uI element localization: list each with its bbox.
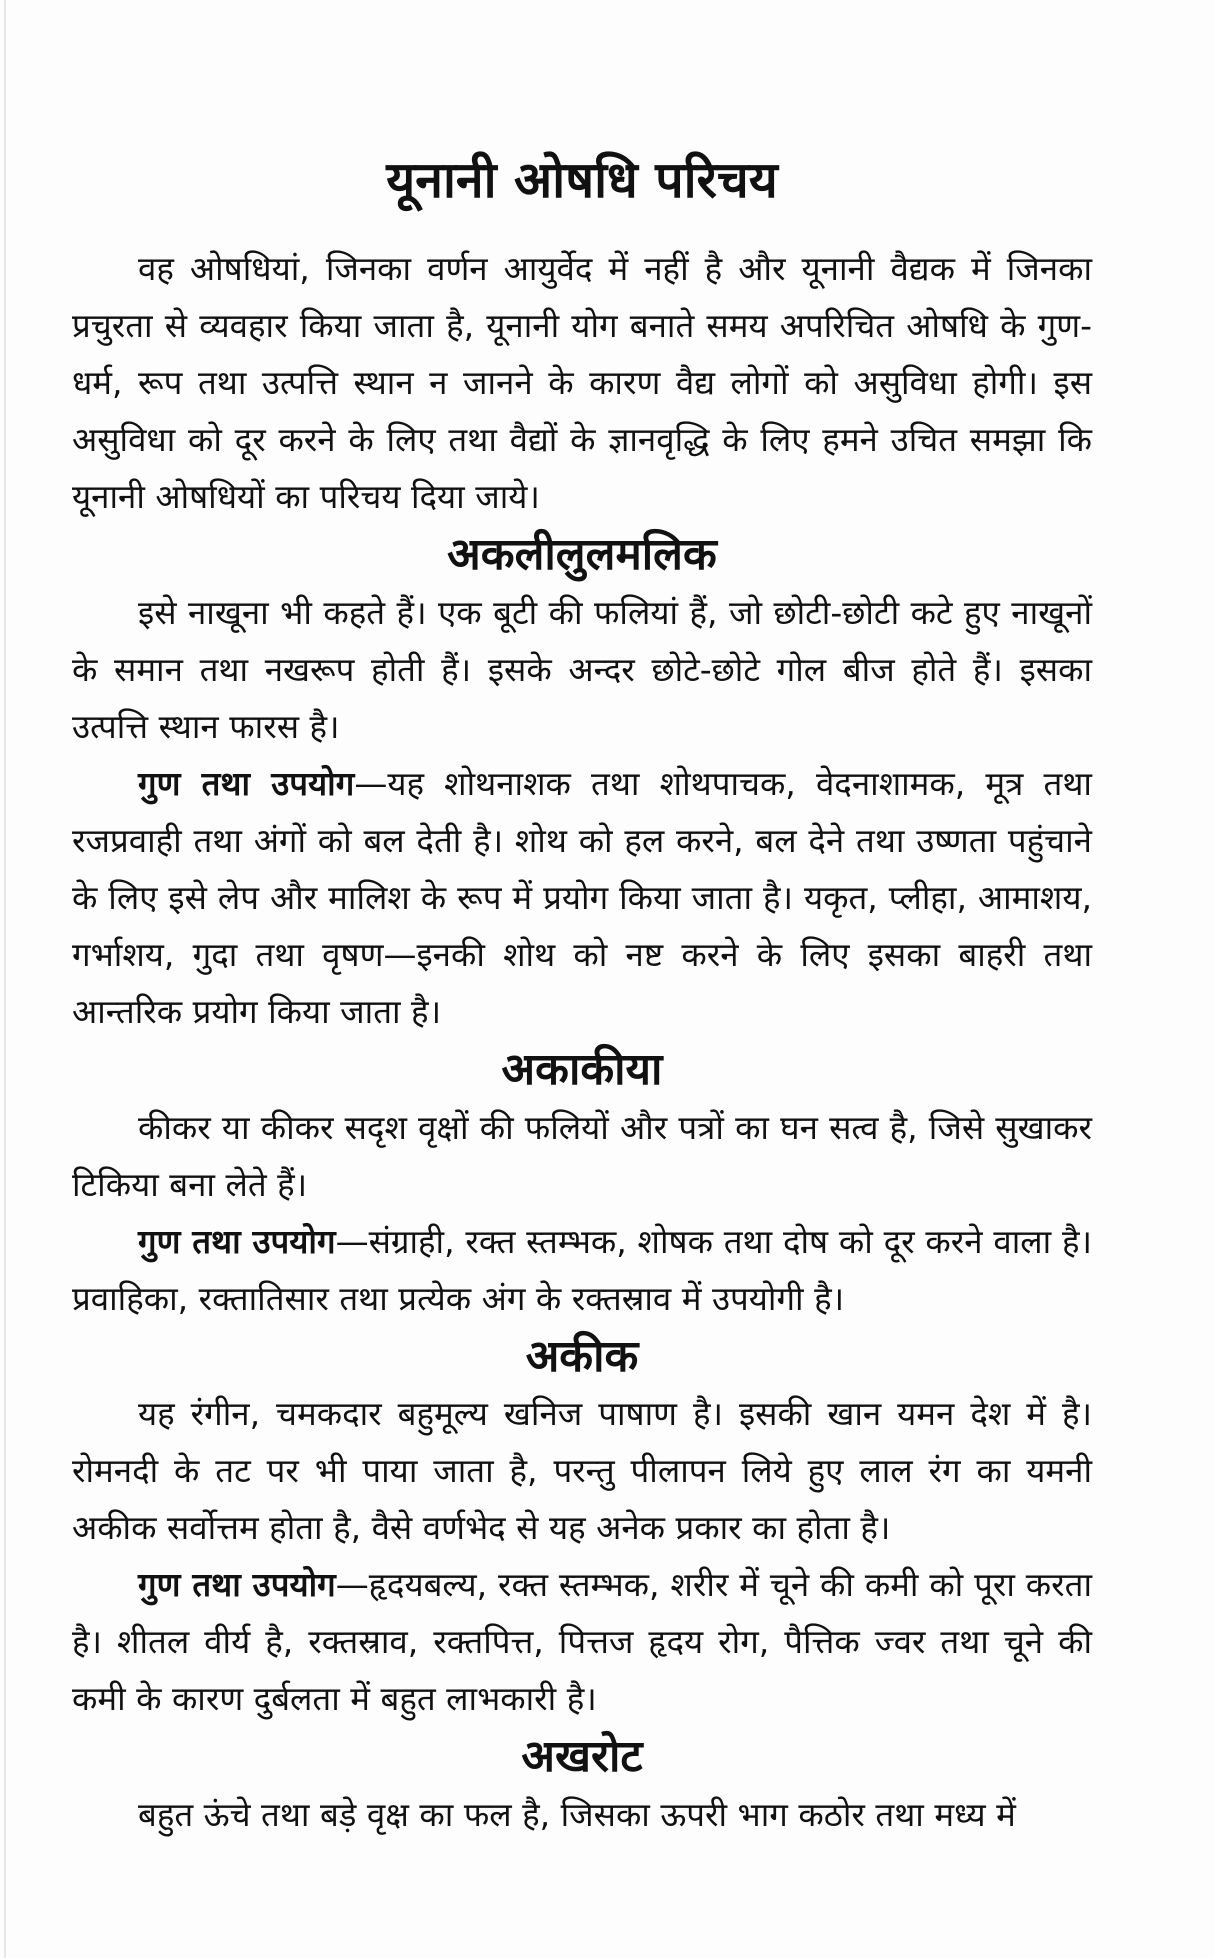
page-edge <box>4 0 6 1958</box>
page-title: यूनानी ओषधि परिचय <box>386 151 778 209</box>
uses-label: गुण तथा उपयोग <box>138 1221 336 1261</box>
section-uses <box>72 1556 1092 1727</box>
uses-text: —संग्राही, रक्त स्तम्भक, शोषक तथा दोष को दूर करने वाला है। प्रवाहिका, रक्तातिसार तथा प्रत्येक अंग के रक्तस्राव में उपयोगी है। <box>72 1221 1092 1318</box>
uses-label: गुण तथा उपयोग <box>138 763 355 803</box>
section-heading: अकाकीया <box>501 1043 663 1095</box>
section-heading: अखरोट <box>521 1731 643 1783</box>
page-content <box>72 150 1092 1843</box>
section-heading: अकीक <box>525 1330 639 1382</box>
uses-text: —यह शोथनाशक तथा शोथपाचक, वेदनाशामक, मूत्र तथा रजप्रवाही तथा अंगों को बल देती है। शोथ को हल करने, बल देने तथा उष्णता पहुंचाने के लिए इसे लेप और मालिश के रूप में प्रयोग किया जाता है। यकृत, प्लीहा, आमाशय, गर्भाशय, गुदा तथा वृषण—इनकी शोथ को नष्ट करने के लिए इसका बाहरी तथा आन्तरिक प्रयोग किया जाता है। <box>72 763 1092 1031</box>
section-description: कीकर या कीकर सदृश वृक्षों की फलियों और पत्रों का घन सत्व है, जिसे सुखाकर टिकिया बना लेते हैं। <box>72 1107 1092 1204</box>
section-uses <box>72 1213 1092 1327</box>
section-description: बहुत ऊंचे तथा बड़े वृक्ष का फल है, जिसका ऊपरी भाग कठोर तथा मध्य में <box>138 1795 1016 1835</box>
uses-text: —हृदयबल्य, रक्त स्तम्भक, शरीर में चूने की कमी को पूरा करता है। शीतल वीर्य है, रक्तस्राव, रक्तपित्त, पित्तज हृदय रोग, पैत्तिक ज्वर तथा चूने की कमी के कारण दुर्बलता में बहुत लाभकारी है। <box>72 1565 1092 1719</box>
section-heading: अकलीलुलमलिक <box>447 529 717 580</box>
uses-label: गुण तथा उपयोग <box>138 1565 336 1605</box>
section-description: यह रंगीन, चमकदार बहुमूल्य खनिज पाषाण है। इसकी खान यमन देश में है। रोमनदी के तट पर भी पाया जाता है, परन्तु पीलापन लिये हुए लाल रंग का यमनी अकीक सर्वोत्तम होता है, वैसे वर्णभेद से यह अनेक प्रकार का होता है। <box>72 1394 1092 1548</box>
section-description: इसे नाखूना भी कहते हैं। एक बूटी की फलियां हैं, जो छोटी-छोटी कटे हुए नाखूनों के समान तथा नखरूप होती हैं। इसके अन्दर छोटे-छोटे गोल बीज होते हैं। इसका उत्पत्ति स्थान फारस है। <box>72 592 1092 746</box>
intro-paragraph: वह ओषधियां, जिनका वर्णन आयुर्वेद में नहीं है और यूनानी वैद्यक में जिनका प्रचुरता से व्यवहार किया जाता है, यूनानी योग बनाते समय अपरिचित ओषधि के गुण-धर्म, रूप तथा उत्पत्ति स्थान न जानने के कारण वैद्य लोगों को असुविधा होगी। इस असुविधा को दूर करने के लिए तथा वैद्यों के ज्ञानवृद्धि के लिए हमने उचित समझा कि यूनानी ओषधियों का परिचय दिया जाये। <box>72 249 1092 516</box>
section-uses <box>72 755 1092 1040</box>
